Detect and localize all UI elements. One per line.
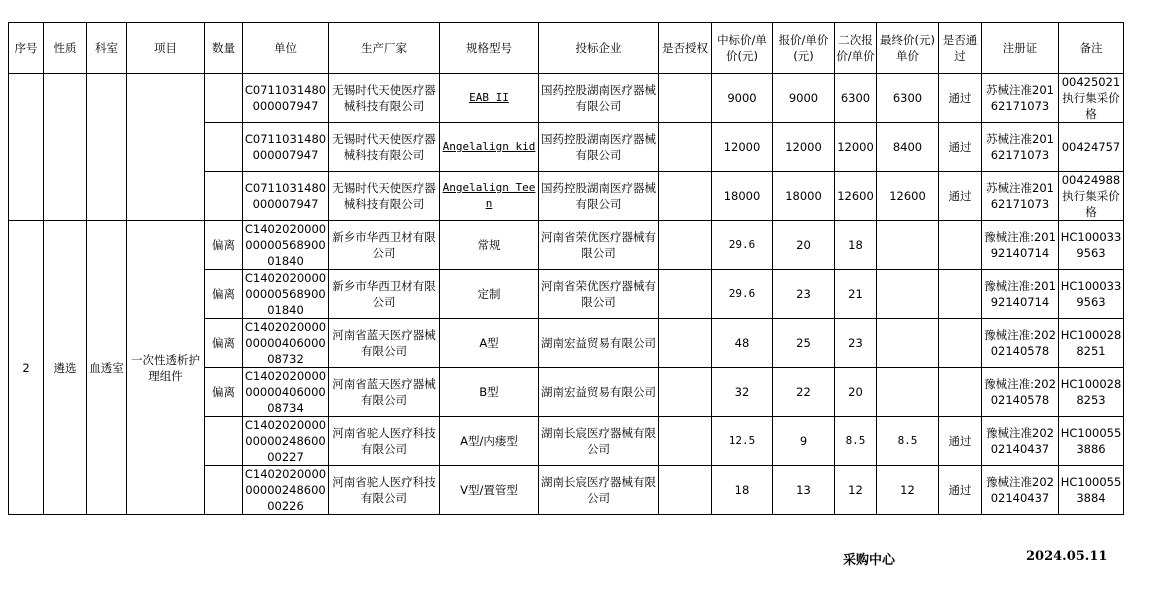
pass-cell [939,270,982,319]
header-cell: 中标价/单价(元) [712,23,773,74]
header-cell: 生产厂家 [329,23,440,74]
header-cell: 序号 [9,23,44,74]
seq-cell: 2 [9,221,44,515]
note-cell: HC1000339563 [1059,270,1124,319]
header-cell: 报价/单价(元) [773,23,835,74]
bidder-cell: 湖南长宸医疗器械有限公司 [539,417,659,466]
maker-cell: 河南省驼人医疗科技有限公司 [329,417,440,466]
reg-cell: 苏械注准20162171073 [982,123,1059,172]
note-cell: HC1000339563 [1059,221,1124,270]
qty-cell: 偏离 [205,319,243,368]
second-quote-cell: 23 [835,319,877,368]
quote-cell: 22 [773,368,835,417]
quote-cell: 20 [773,221,835,270]
reg-cell: 豫械注准20202140437 [982,417,1059,466]
bidder-cell: 河南省荣优医疗器械有限公司 [539,221,659,270]
final-price-cell: 8400 [877,123,939,172]
reg-cell: 豫械注准:20192140714 [982,221,1059,270]
final-price-cell: 8.5 [877,417,939,466]
maker-cell: 无锡时代天使医疗器械科技有限公司 [329,172,440,221]
price-cell: 29.6 [712,270,773,319]
procurement-table [8,22,1124,515]
qty-cell [205,466,243,515]
maker-cell: 新乡市华西卫材有限公司 [329,221,440,270]
header-cell: 注册证 [982,23,1059,74]
project-cell [127,74,205,221]
auth-cell [659,270,712,319]
final-price-cell [877,270,939,319]
header-cell: 项目 [127,23,205,74]
unit-cell: C14020200000000056890001840 [243,221,329,270]
header-cell: 二次报价/单价 [835,23,877,74]
price-cell: 18 [712,466,773,515]
spec-cell: V型/置管型 [440,466,539,515]
note-cell: 00424988执行集采价格 [1059,172,1124,221]
reg-cell: 豫械注准:20192140714 [982,270,1059,319]
header-cell: 数量 [205,23,243,74]
price-cell: 18000 [712,172,773,221]
second-quote-cell: 12 [835,466,877,515]
auth-cell [659,172,712,221]
spec-cell: 常规 [440,221,539,270]
pass-cell [939,221,982,270]
nature-cell [44,74,87,221]
table-header [9,23,1124,74]
footer-org: 采购中心 [843,553,896,568]
unit-cell: C14020200000000056890001840 [243,270,329,319]
unit-cell: C0711031480000007947 [243,172,329,221]
unit-cell: C14020200000000040600008734 [243,368,329,417]
maker-cell: 无锡时代天使医疗器械科技有限公司 [329,123,440,172]
qty-cell [205,74,243,123]
header-cell: 是否通过 [939,23,982,74]
note-cell: HC1000553886 [1059,417,1124,466]
bidder-cell: 国药控股湖南医疗器械有限公司 [539,74,659,123]
note-cell: HC1000288251 [1059,319,1124,368]
auth-cell [659,221,712,270]
maker-cell: 新乡市华西卫材有限公司 [329,270,440,319]
bidder-cell: 湖南长宸医疗器械有限公司 [539,466,659,515]
second-quote-cell: 20 [835,368,877,417]
auth-cell [659,319,712,368]
note-cell: 00424757 [1059,123,1124,172]
maker-cell: 无锡时代天使医疗器械科技有限公司 [329,74,440,123]
auth-cell [659,466,712,515]
quote-cell: 9000 [773,74,835,123]
price-cell: 32 [712,368,773,417]
pass-cell: 通过 [939,466,982,515]
final-price-cell [877,368,939,417]
auth-cell [659,368,712,417]
spec-cell: A型 [440,319,539,368]
note-cell: 00425021执行集采价格 [1059,74,1124,123]
dept-cell [87,74,127,221]
header-cell: 投标企业 [539,23,659,74]
header-cell: 最终价(元)单价 [877,23,939,74]
second-quote-cell: 12000 [835,123,877,172]
qty-cell [205,172,243,221]
table-row [9,221,1124,270]
quote-cell: 25 [773,319,835,368]
second-quote-cell: 12600 [835,172,877,221]
final-price-cell: 12 [877,466,939,515]
reg-cell: 苏械注准20162171073 [982,172,1059,221]
second-quote-cell: 8.5 [835,417,877,466]
bidder-cell: 湖南宏益贸易有限公司 [539,368,659,417]
bidder-cell: 河南省荣优医疗器械有限公司 [539,270,659,319]
spec-link[interactable]: Angelalign Teen [440,172,539,221]
note-cell: HC1000288253 [1059,368,1124,417]
project-cell: 一次性透析护理组件 [127,221,205,515]
qty-cell [205,417,243,466]
price-cell: 12.5 [712,417,773,466]
auth-cell [659,74,712,123]
spec-link[interactable]: EAB II [440,74,539,123]
spec-cell: A型/内瘘型 [440,417,539,466]
note-cell: HC1000553884 [1059,466,1124,515]
unit-cell: C14020200000000024860000226 [243,466,329,515]
second-quote-cell: 6300 [835,74,877,123]
second-quote-cell: 18 [835,221,877,270]
table-row [9,74,1124,123]
pass-cell: 通过 [939,172,982,221]
final-price-cell: 6300 [877,74,939,123]
second-quote-cell: 21 [835,270,877,319]
price-cell: 29.6 [712,221,773,270]
header-cell: 性质 [44,23,87,74]
header-cell: 科室 [87,23,127,74]
pass-cell [939,368,982,417]
header-cell: 单位 [243,23,329,74]
final-price-cell: 12600 [877,172,939,221]
auth-cell [659,417,712,466]
qty-cell: 偏离 [205,270,243,319]
footer-date: 2024.05.11 [1026,549,1108,564]
spec-link[interactable]: Angelalign kid [440,123,539,172]
header-cell: 备注 [1059,23,1124,74]
quote-cell: 23 [773,270,835,319]
bidder-cell: 国药控股湖南医疗器械有限公司 [539,123,659,172]
price-cell: 12000 [712,123,773,172]
header-cell: 规格型号 [440,23,539,74]
quote-cell: 13 [773,466,835,515]
auth-cell [659,123,712,172]
seq-cell [9,74,44,221]
maker-cell: 河南省蓝天医疗器械有限公司 [329,319,440,368]
final-price-cell [877,221,939,270]
pass-cell: 通过 [939,417,982,466]
pass-cell: 通过 [939,123,982,172]
quote-cell: 9 [773,417,835,466]
quote-cell: 12000 [773,123,835,172]
reg-cell: 豫械注准:20202140578 [982,368,1059,417]
reg-cell: 豫械注准20202140437 [982,466,1059,515]
header-cell: 是否授权 [659,23,712,74]
spec-cell: B型 [440,368,539,417]
price-cell: 9000 [712,74,773,123]
maker-cell: 河南省驼人医疗科技有限公司 [329,466,440,515]
qty-cell [205,123,243,172]
qty-cell: 偏离 [205,221,243,270]
final-price-cell [877,319,939,368]
pass-cell [939,319,982,368]
pass-cell: 通过 [939,74,982,123]
qty-cell: 偏离 [205,368,243,417]
dept-cell: 血透室 [87,221,127,515]
price-cell: 48 [712,319,773,368]
spec-cell: 定制 [440,270,539,319]
bidder-cell: 湖南宏益贸易有限公司 [539,319,659,368]
maker-cell: 河南省蓝天医疗器械有限公司 [329,368,440,417]
unit-cell: C14020200000000040600008732 [243,319,329,368]
nature-cell: 遴选 [44,221,87,515]
reg-cell: 豫械注准:20202140578 [982,319,1059,368]
unit-cell: C0711031480000007947 [243,74,329,123]
unit-cell: C14020200000000024860000227 [243,417,329,466]
unit-cell: C0711031480000007947 [243,123,329,172]
bidder-cell: 国药控股湖南医疗器械有限公司 [539,172,659,221]
quote-cell: 18000 [773,172,835,221]
reg-cell: 苏械注准20162171073 [982,74,1059,123]
